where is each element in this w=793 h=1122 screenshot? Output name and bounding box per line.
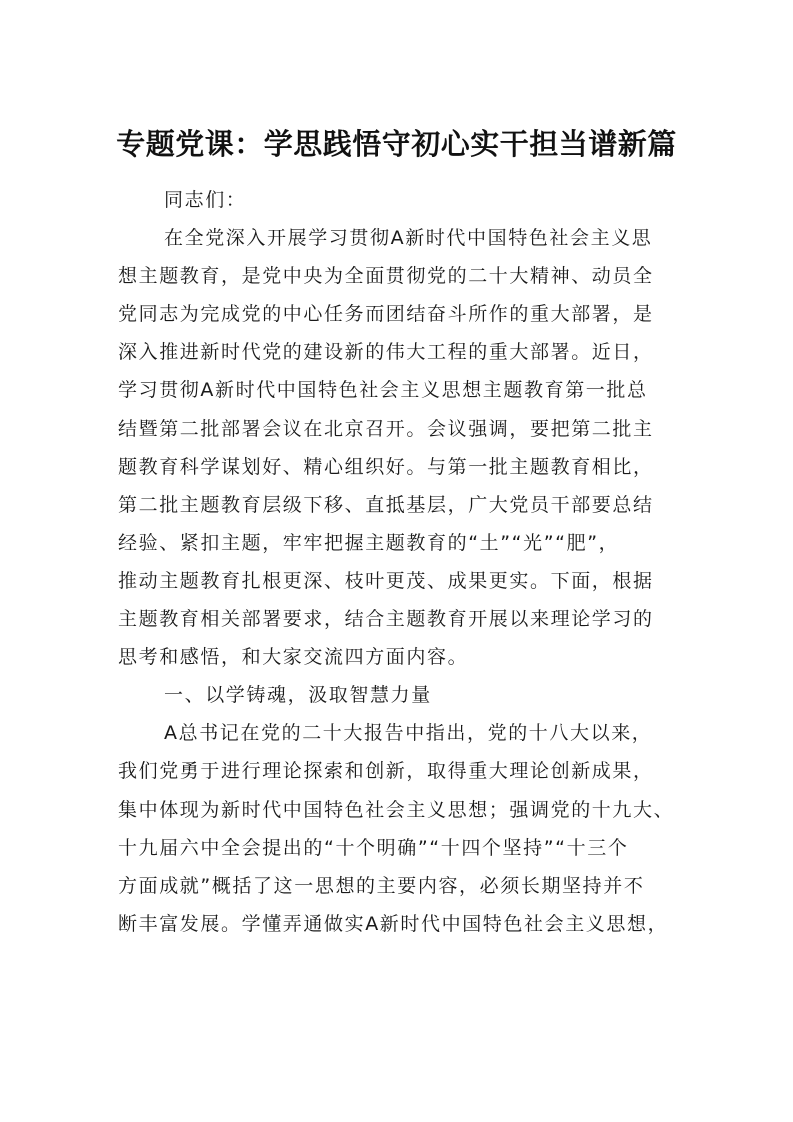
- document-body: [118, 181, 678, 943]
- paragraph-line: 第二批主题教育层级下移、直抵基层，广大党员干部要总结: [118, 493, 654, 516]
- paragraph-line: 思考和感悟，和大家交流四方面内容。: [118, 646, 469, 669]
- paragraph-line: 党同志为完成党的中心任务而团结奋斗所作的重大部署，是: [118, 303, 654, 326]
- paragraph-line: 断丰富发展。学懂弄通做实A新时代中国特色社会主义思想，: [118, 912, 669, 935]
- paragraph-line: A总书记在党的二十大报告中指出，党的十八大以来，: [164, 722, 653, 745]
- paragraph-line: 推动主题教育扎根更深、枝叶更茂、成果更实。下面，根据: [118, 569, 654, 592]
- paragraph-line: 题教育科学谋划好、精心组织好。与第一批主题教育相比，: [118, 455, 654, 478]
- section-heading: 一、以学铸魂，汲取智慧力量: [164, 684, 432, 707]
- paragraph-line: 结暨第二批部署会议在北京召开。会议强调，要把第二批主: [118, 417, 654, 440]
- document-title: 专题党课：学思践悟守初心实干担当谱新篇: [116, 127, 677, 161]
- salutation-line: 同志们：: [164, 189, 247, 211]
- paragraph-line: 集中体现为新时代中国特色社会主义思想；强调党的十九大、: [118, 798, 675, 821]
- paragraph-line: 学习贯彻A新时代中国特色社会主义思想主题教育第一批总: [118, 379, 648, 402]
- paragraph-line: 方面成就”概括了这一思想的主要内容，必须长期坚持并不: [118, 874, 645, 897]
- paragraph-line: 想主题教育，是党中央为全面贯彻党的二十大精神、动员全: [118, 265, 654, 288]
- paragraph-line: 十九届六中全会提出的“十个明确”“十四个坚持”“十三个: [118, 836, 629, 859]
- paragraph-line: 深入推进新时代党的建设新的伟大工程的重大部署。近日，: [118, 341, 654, 364]
- paragraph-line: 主题教育相关部署要求，结合主题教育开展以来理论学习的: [118, 608, 654, 631]
- paragraph-line: 经验、紧扣主题，牢牢把握主题教育的“土”“光”“肥”，: [118, 531, 620, 554]
- paragraph-line: 我们党勇于进行理论探索和创新，取得重大理论创新成果，: [118, 760, 654, 783]
- paragraph-line: 在全党深入开展学习贯彻A新时代中国特色社会主义思: [164, 227, 653, 250]
